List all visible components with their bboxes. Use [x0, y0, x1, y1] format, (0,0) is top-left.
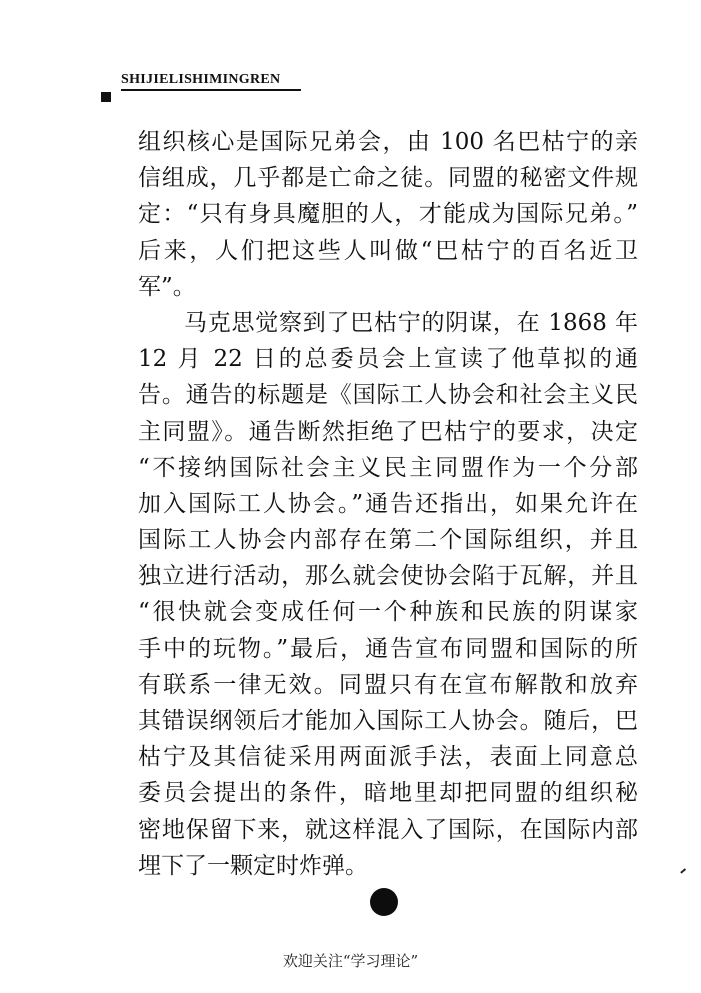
- footer-text: 欢迎关注“学习理论”: [282, 952, 419, 970]
- text-line: 军”。: [138, 273, 196, 300]
- text-line: 国际工人协会内部存在第二个国际组织，并且: [138, 527, 638, 554]
- stray-mark: [680, 868, 686, 873]
- text-line: 密地保留下来，就这样混入了国际，在国际内部: [138, 816, 638, 843]
- page-dot-marker: [370, 888, 398, 916]
- body-text: [138, 124, 638, 884]
- text-line: 手中的玩物。”最后，通告宣布同盟和国际的所: [138, 635, 638, 662]
- text-line: 组织核心是国际兄弟会，由 100 名巴枯宁的亲: [138, 129, 638, 155]
- text-line: 告。通告的标题是《国际工人协会和社会主义民: [138, 382, 638, 409]
- text-line: 其错误纲领后才能加入国际工人协会。随后，巴: [138, 708, 638, 734]
- text-line: 枯宁及其信徒采用两面派手法，表面上同意总: [138, 744, 638, 771]
- text-line: 12 月 22 日的总委员会上宣读了他草拟的通: [138, 346, 638, 373]
- text-line: 后来，人们把这些人叫做“巴枯宁的百名近卫: [138, 237, 638, 264]
- text-line: 信组成，几乎都是亡命之徒。同盟的秘密文件规: [138, 165, 638, 192]
- text-line: 定：“只有身具魔胆的人，才能成为国际兄弟。”: [138, 201, 638, 228]
- text-line: 有联系一律无效。同盟只有在宣布解散和放弃: [138, 671, 638, 698]
- header-square-marker: [101, 92, 111, 102]
- text-line: 埋下了一颗定时炸弹。: [138, 852, 368, 879]
- text-line: 委员会提出的条件，暗地里却把同盟的组织秘: [138, 780, 638, 807]
- text-line: 独立进行活动，那么就会使协会陷于瓦解，并且: [138, 563, 638, 590]
- text-line: 马克思觉察到了巴枯宁的阴谋，在 1868 年: [184, 309, 638, 336]
- text-line: “很快就会变成任何一个种族和民族的阴谋家: [138, 599, 638, 626]
- text-line: “不接纳国际社会主义民主同盟作为一个分部: [138, 454, 638, 481]
- running-header: SHIJIELISHIMINGREN: [121, 72, 281, 87]
- header-rule: [121, 89, 301, 91]
- text-line: 主同盟》。通告断然拒绝了巴枯宁的要求，决定: [138, 418, 638, 445]
- text-line: 加入国际工人协会。”通告还指出，如果允许在: [138, 490, 638, 517]
